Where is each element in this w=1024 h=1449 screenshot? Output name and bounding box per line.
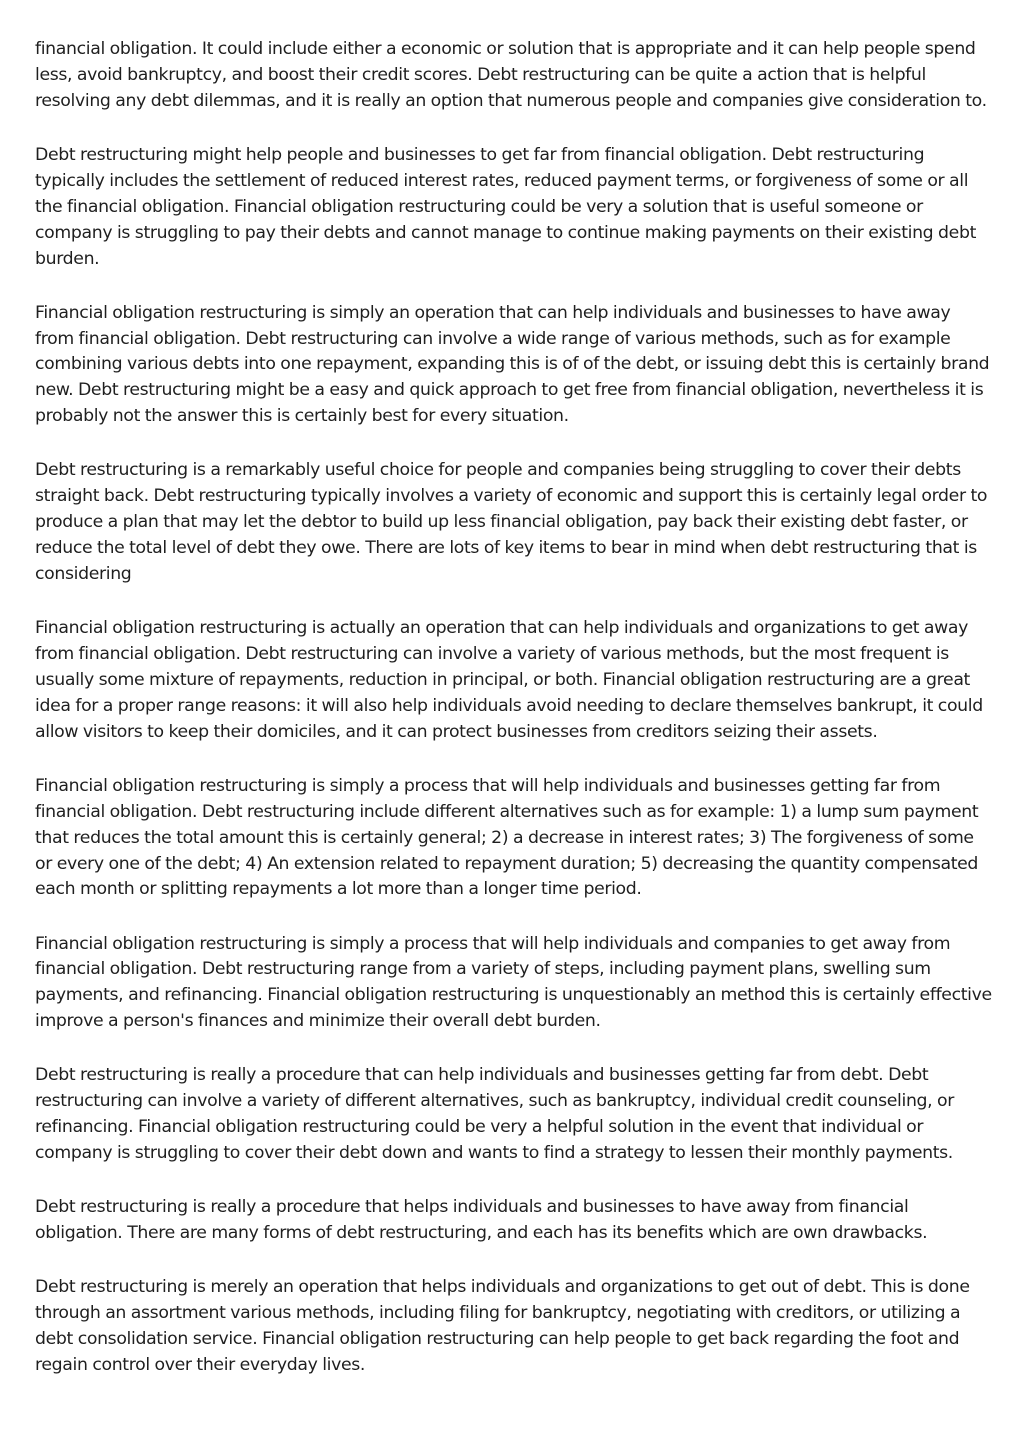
paragraph-1: financial obligation. It could include either a economic or solution that is appropriate and it can help people spend less, avoid bankruptcy, and boost their credit scores. Debt restructuring can be quite a action that is helpful resolving any debt dilemmas, and it is really an option that numerous people and companies give consideration to. (35, 39, 987, 111)
paragraph-6: Financial obligation restructuring is simply a process that will help individuals and businesses getting far from financial obligation. Debt restructuring include different alternatives such as for example: 1) a lump sum payment that reduces the total amount this is certainly general; 2) a decrease in interest rates; 3) The forgiveness of some or every one of the debt; 4) An extension related to repayment duration; 5) decreasing the quantity compensated each month or splitting repayments a lot more than a longer time period. (35, 775, 979, 900)
paragraph-5: Financial obligation restructuring is actually an operation that can help individuals and organizations to get away from financial obligation. Debt restructuring can involve a variety of various methods, but the most frequent is usually some mixture of repayments, reduction in principal, or both. Financial obligation restructuring are a great idea for a proper range reasons: it will also help individuals avoid needing to declare themselves bankrupt, it could allow visitors to keep their domiciles, and it can protect businesses from creditors seizing their assets. (35, 618, 983, 742)
paragraph-10: Debt restructuring is merely an operation that helps individuals and organizations to get out of debt. This is done through an assortment various methods, including filing for bankruptcy, negotiating with creditors, or utilizing a debt consolidation service. Financial obligation restructuring can help people to get back regarding the foot and regain control over their everyday lives. (35, 1277, 970, 1375)
paragraph-2: Debt restructuring might help people and businesses to get far from financial obligation. Debt restructuring typically includes the settlement of reduced interest rates, reduced payment terms, or forgiveness of some or all the financial obligation. Financial obligation restructuring could be very a solution that is useful someone or company is struggling to pay their debts and cannot manage to continue making payments on their existing debt burden. (35, 144, 976, 269)
paragraph-8: Debt restructuring is really a procedure that can help individuals and businesses getting far from debt. Debt restructuring can involve a variety of different alternatives, such as bankruptcy, individual credit counseling, or refinancing. Financial obligation restructuring could be very a helpful solution in the event that individual or company is struggling to cover their debt down and wants to find a strategy to lessen their monthly payments. (35, 1065, 955, 1164)
paragraph-7: Financial obligation restructuring is simply a process that will help individuals and companies to get away from financial obligation. Debt restructuring range from a variety of steps, including payment plans, swelling sum payments, and refinancing. Financial obligation restructuring is unquestionably an method this is certainly effective improve a person's finances and minimize their overall debt burden. (35, 933, 992, 1032)
paragraph-3: Financial obligation restructuring is simply an operation that can help individuals and businesses to have away from financial obligation. Debt restructuring can involve a wide range of various methods, such as for example combining various debts into one repayment, expanding this is of of the debt, or issuing debt this is certainly brand new. Debt restructuring might be a easy and quick approach to get free from financial obligation, nevertheless it is probably not the answer this is certainly best for every situation. (35, 302, 990, 427)
paragraph-4: Debt restructuring is a remarkably useful choice for people and companies being struggling to cover their debts straight back. Debt restructuring typically involves a variety of economic and support this is certainly legal order to produce a plan that may let the debtor to build up less financial obligation, pay back their existing debt faster, or reduce the total level of debt they owe. There are lots of key items to bear in mind when debt restructuring that is considering (35, 460, 988, 584)
paragraph-9: Debt restructuring is really a procedure that helps individuals and businesses to have away from financial obligation. There are many forms of debt restructuring, and each has its benefits which are own drawbacks. (35, 1197, 928, 1244)
